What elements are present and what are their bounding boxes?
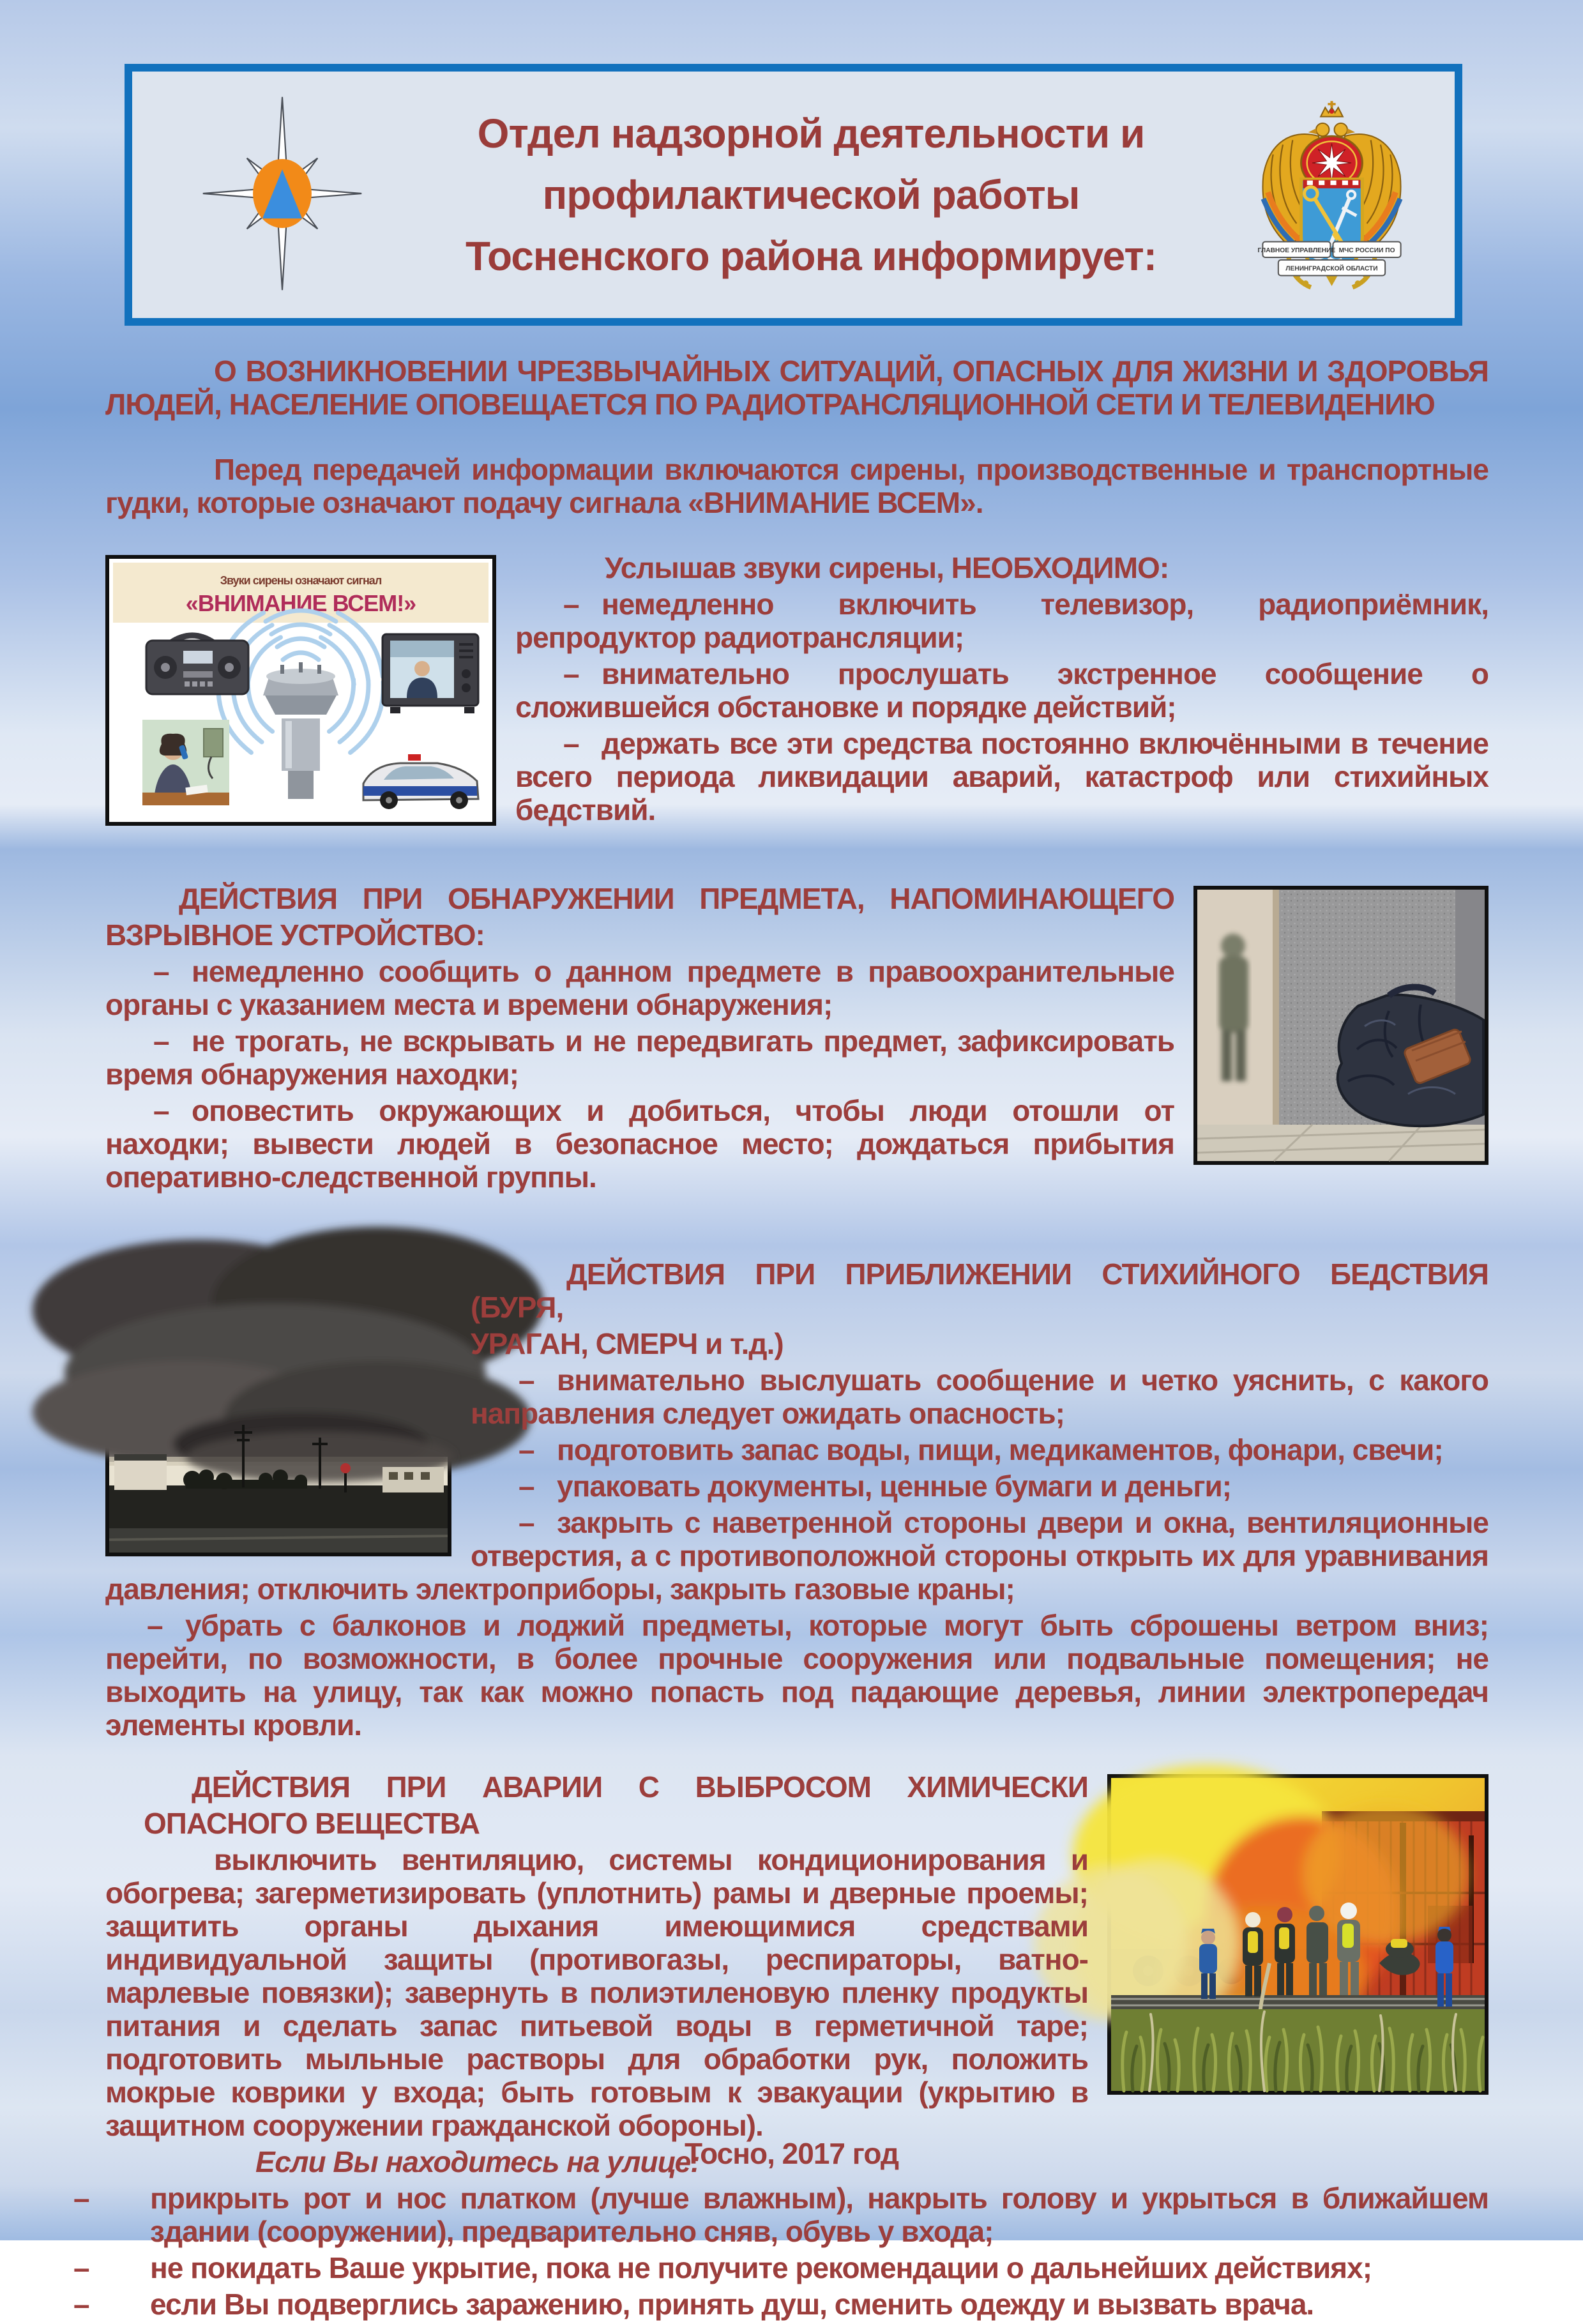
storm-bullet: – упаковать документы, ценные бумаги и деньги; (519, 1470, 1232, 1503)
explosive-bullet: – не трогать, не вскрывать и не передвигать предмет, зафиксировать время обнаружения находки; (105, 1024, 1174, 1091)
emblem-ribbon-text: ГЛАВНОЕ УПРАВЛЕНИЕ (1257, 247, 1336, 254)
storm-bullet: – подготовить запас воды, пищи, медикаментов, фонари, свечи; (519, 1433, 1443, 1466)
dash-marker: – (73, 2251, 89, 2284)
storm-photo (105, 1261, 451, 1556)
illustration-caption-big: «ВНИМАНИЕ ВСЕМ!» (185, 590, 416, 616)
storm-heading-line: УРАГАН, СМЕРЧ и т.д.) (471, 1327, 784, 1360)
dash-marker: – (153, 955, 169, 988)
siren-section (105, 551, 1488, 831)
dash-marker: – (519, 1363, 534, 1397)
dash-marker: – (153, 1094, 169, 1127)
street-bullet: – не покидать Ваше укрытие, пока не получите рекомендации о дальнейших действиях; (73, 2251, 1372, 2284)
title-line-2: профилактической работы (542, 172, 1080, 218)
title-line-3: Тосненского района информирует: (465, 233, 1157, 279)
storm-bullet: – внимательно выслушать сообщение и четко уяснить, с какого направления следует ожидать опасность; (471, 1363, 1488, 1430)
grass-foreground (1111, 2009, 1485, 2091)
dash-marker: – (519, 1433, 534, 1466)
street-bullet: – прикрыть рот и нос платком (лучше влажным), накрыть голову и укрыться в ближайшем здании (сооружении), предварительно сняв, обувь у входа; (73, 2182, 1488, 2248)
explosive-heading-line: ДЕЙСТВИЯ ПРИ ОБНАРУЖЕНИИ ПРЕДМЕТА, НАПОМИНАЮЩЕГО (179, 882, 1174, 915)
siren-bullet: – немедленно включить телевизор, радиоприёмник, репродуктор радиотрансляции; (515, 588, 1488, 654)
dash-marker: – (73, 2182, 89, 2215)
dispatcher-woman-icon (142, 720, 229, 805)
explosive-bullet: – оповестить окружающих и добиться, чтобы люди отошли от находки; вывести людей в безопасное место; дождаться прибытия оперативно-следственной группы. (105, 1094, 1174, 1194)
dash-marker: – (563, 657, 579, 690)
chemical-body: выключить вентиляцию, системы кондиционирования и обогрева; загерметизировать (уплотнить) рамы и дверные проемы; защитить органы дыхания имеющимися средствами индивидуальной защиты (противогазы, респираторы, ватно-марлевые повязки); завернуть в полиэтиленовую пленку продукты питания и сделать запас питьевой воды в герметичной таре; подготовить мыльные растворы для обработки рук, положить мокрые коврики у входа; быть готовым к эвакуации (укрытию в защитном сооружении гражданской обороны). (105, 1843, 1088, 2142)
dash-marker: – (519, 1470, 534, 1503)
explosive-bullet: – немедленно сообщить о данном предмете в правоохранительные органы с указанием места и времени обнаружения; (105, 955, 1174, 1021)
civil-defense-star-icon (196, 88, 368, 302)
dash-marker: – (153, 1024, 169, 1058)
chemical-heading-line: ДЕЙСТВИЯ ПРИ АВАРИИ С ВЫБРОСОМ ХИМИЧЕСКИ (192, 1770, 1088, 1804)
dash-marker: – (563, 727, 579, 760)
footer-text: Тосно, 2017 год (684, 2137, 899, 2170)
intro-paragraph-2: Перед передачей информации включаются сирены, производственные и транспортные гудки, которые означают подачу сигнала «ВНИМАНИЕ ВСЕМ». (105, 453, 1488, 519)
dash-marker: – (147, 1609, 163, 1642)
intro-paragraph-1: О ВОЗНИКНОВЕНИИ ЧРЕЗВЫЧАЙНЫХ СИТУАЦИЙ, ОПАСНЫХ ДЛЯ ЖИЗНИ И ЗДОРОВЬЯ ЛЮДЕЙ, НАСЕЛЕНИЕ ОПОВЕЩАЕТСЯ ПО РАДИОТРАНСЛЯЦИОННОЙ СЕТИ И ТЕЛЕВИДЕНИЮ (105, 354, 1488, 421)
chemical-accident-photo (1107, 1774, 1488, 2095)
radio-icon (146, 635, 248, 694)
storm-section (105, 1257, 1488, 1745)
black-bag (1338, 987, 1483, 1127)
suspicious-bag-photo (1193, 886, 1488, 1165)
emblem-ribbon-text: ЛЕНИНГРАДСКОЙ ОБЛАСТИ (1285, 264, 1378, 272)
poster-content (0, 354, 1583, 2324)
header-box (125, 64, 1462, 326)
tv-icon (382, 634, 478, 713)
chemical-section (73, 1770, 1488, 2324)
street-bullet: – если Вы подверглись заражению, принять душ, сменить одежду и вызвать врача. (73, 2288, 1314, 2321)
storm-heading-line: ДЕЙСТВИЯ ПРИ ПРИБЛИЖЕНИИ СТИХИЙНОГО БЕДСТВИЯ (БУРЯ, (471, 1257, 1488, 1324)
dash-marker: – (563, 588, 579, 621)
title-line-1: Отдел надзорной деятельности и (477, 110, 1145, 156)
siren-bullet: – внимательно прослушать экстренное сообщение о сложившейся обстановке и порядке действий; (515, 657, 1488, 724)
mchs-emblem-icon (1254, 96, 1410, 294)
chemical-heading-line: ОПАСНОГО ВЕЩЕСТВА (144, 1807, 480, 1840)
page-title (368, 103, 1254, 287)
storm-final-bullet: – убрать с балконов и лоджий предметы, которые могут быть сброшены ветром вниз; перейти, по возможности, в более прочные сооружения или подвальные помещения; не выходить на улицу, так как можно попасть под падающие деревья, линии электропередач элементы кровли. (105, 1609, 1488, 1742)
explosive-section (105, 882, 1488, 1197)
siren-bullet: – держать все эти средства постоянно включёнными в течение всего периода ликвидации аварий, катастроф или стихийных бедствий. (515, 727, 1488, 826)
storm-bullet: – закрыть с наветренной стороны двери и окна, вентиляционные отверстия, а с противоположной стороны открыть их для уравнивания давления; отключить электроприборы, закрыть газовые краны; (105, 1506, 1488, 1606)
siren-heading: Услышав звуки сирены, НЕОБХОДИМО: (605, 551, 1169, 584)
explosive-heading-line: ВЗРЫВНОЕ УСТРОЙСТВО: (105, 918, 485, 952)
emblem-ribbon-text: МЧС РОССИИ ПО (1338, 247, 1395, 254)
dash-marker: – (519, 1506, 534, 1539)
illustration-caption-small: Звуки сирены означают сигнал (220, 574, 382, 587)
dash-marker: – (73, 2288, 89, 2321)
street-heading: Если Вы находитесь на улице: (255, 2145, 700, 2178)
attention-vsem-illustration (105, 555, 496, 826)
